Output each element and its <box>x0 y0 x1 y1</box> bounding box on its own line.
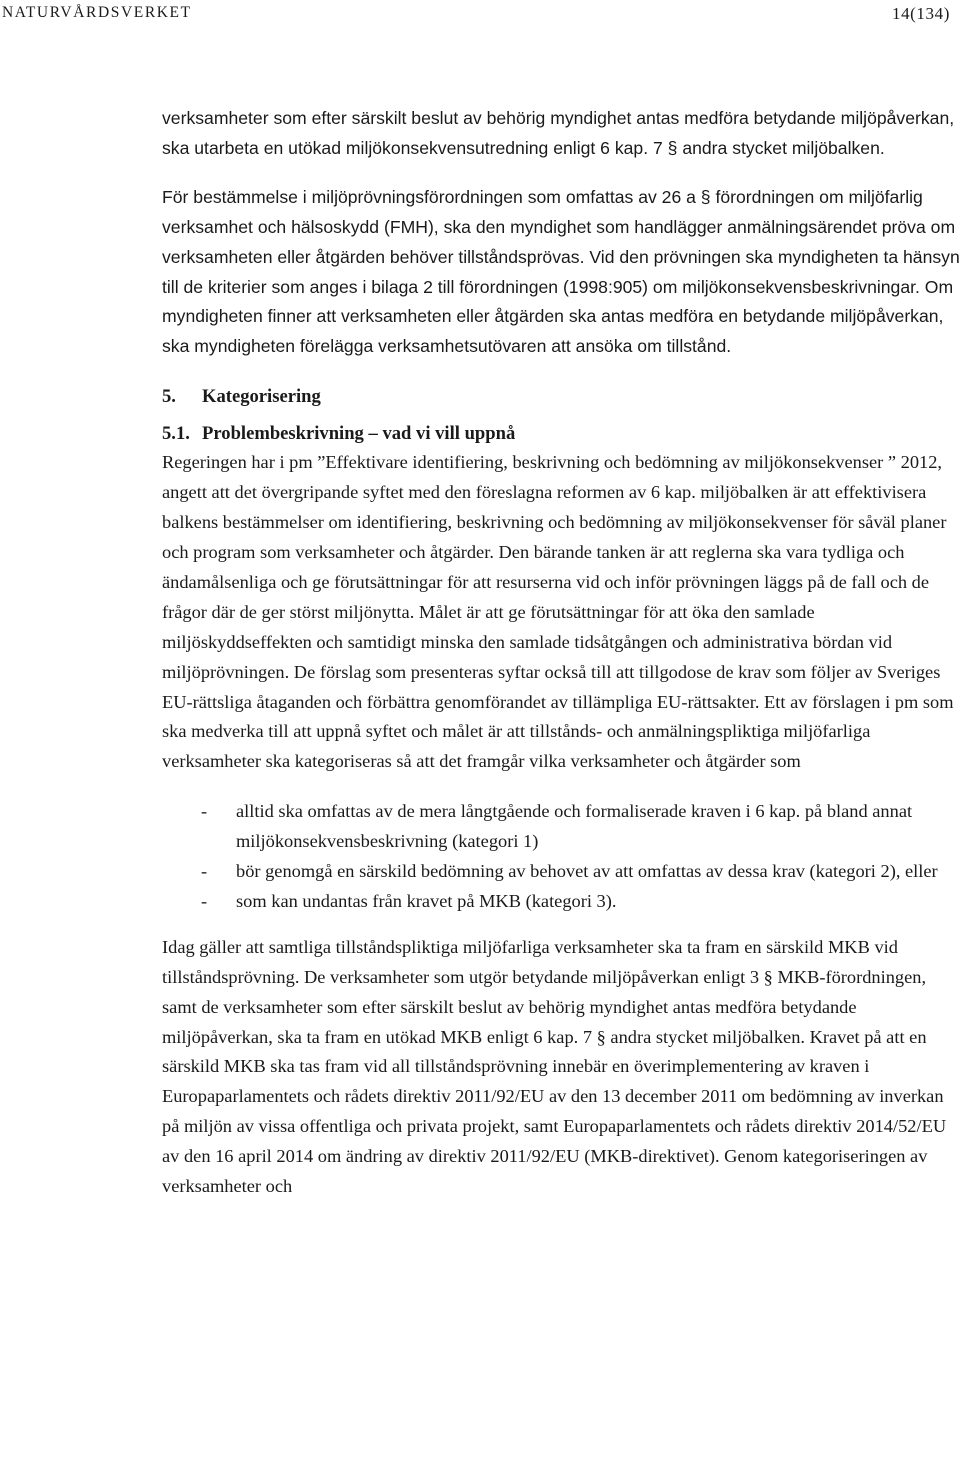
list-item-text: bör genomgå en särskild bedömning av behovet av att omfattas av dessa krav (kategori 2), eller <box>236 861 938 882</box>
document-body <box>162 104 960 1202</box>
subsection-title: Problembeskrivning – vad vi vill uppnå <box>202 423 516 445</box>
category-list <box>162 797 960 917</box>
list-item-text: alltid ska omfattas av de mera långtgående och formaliserade kraven i 6 kap. på bland annat miljökonsekvensbeskrivning (kategori 1) <box>236 801 913 852</box>
paragraph-fmh-sentence-3: Om myndigheten finner att verksamheten eller åtgärden ska antas medföra en betydande miljöpåverkan, ska myndigheten förelägga verksamhetsutövaren att ansöka om tillstånd. <box>162 276 954 357</box>
paragraph-fmh-sentence-2: Vid den prövningen ska myndigheten ta hänsyn till de kriterier som anges i bilaga 2 till förordningen (1998:905) om miljökonsekvensbeskrivningar. <box>162 246 960 297</box>
paragraph-fmh-sentence-1: För bestämmelse i miljöprövningsförordningen som omfattas av 26 a § förordningen om miljöfarlig verksamhet och hälsoskydd (FMH), ska den myndighet som handlägger anmälningsärendet pröva om verksamheten eller åtgärden behöver tillståndsprövas. <box>162 186 956 267</box>
list-dash: - <box>201 861 208 882</box>
list-item <box>162 797 960 857</box>
list-item <box>162 857 960 887</box>
section-title: Kategorisering <box>202 386 321 408</box>
organization-name: NATURVÅRDSVERKET <box>2 4 192 21</box>
section-heading-5 <box>162 382 960 411</box>
page-header <box>0 4 960 26</box>
list-dash: - <box>201 890 208 911</box>
paragraph-fmh-assessment <box>162 183 960 362</box>
list-dash: - <box>201 801 208 822</box>
paragraph-problem-description: Regeringen har i pm ”Effektivare identifiering, beskrivning och bedömning av miljökonsekvenser ” 2012, angett att det övergripande syftet med den föreslagna reformen av 6 kap. miljöbalken är att effektivisera balkens bestämmelser om identifiering, beskrivning och bedömning av miljökonsekvenser för såväl planer och program som verksamheter och åtgärder. Den bärande tanken är att reglerna ska vara tydliga och ändamålsenliga och ge förutsättningar för att resurserna vid och inför prövningen läggs på de fall och de frågor där de ger störst miljönytta. Målet är att ge förutsättningar för att öka den samlade miljöskyddseffekten och samtidigt minska den samlade tidsåtgången och administrativa bördan vid miljöprövningen. De förslag som presenteras syftar också till att tillgodose de krav som följer av Sveriges EU-rättsliga åtaganden och förbättra genomförandet av tillämpliga EU-rättsakter. Ett av förslagen i pm som ska medverka till att uppnå syftet och målet är att tillstånds- och anmälningspliktiga miljöfarliga verksamheter ska kategoriseras så att det framgår vilka verksamheter och åtgärder som <box>162 452 954 772</box>
section-heading-5-1 <box>162 419 960 448</box>
paragraph-continuation: verksamheter som efter särskilt beslut av behörig myndighet antas medföra betydande miljöpåverkan, ska utarbeta en utökad miljökonsekvensutredning enligt 6 kap. 7 § andra stycket miljöbalken. <box>162 108 955 158</box>
page-number: 14(134) <box>891 4 950 23</box>
list-item-text: som kan undantas från kravet på MKB (kategori 3). <box>236 890 617 911</box>
section-number: 5. <box>162 386 176 408</box>
subsection-number: 5.1. <box>162 423 190 445</box>
list-item <box>162 887 960 917</box>
paragraph-current-requirements: Idag gäller att samtliga tillståndspliktiga miljöfarliga verksamheter ska ta fram en särskild MKB vid tillståndsprövning. De verksamheter som utgör betydande miljöpåverkan enligt 3 § MKB-förordningen, samt de verksamheter som efter särskilt beslut av behörig myndighet antas medföra betydande miljöpåverkan, ska ta fram en utökad MKB enligt 6 kap. 7 § andra stycket miljöbalken. Kravet på att en särskild MKB ska tas fram vid all tillståndsprövning innebär en överimplementering av kraven i Europaparlamentets och rådets direktiv 2011/92/EU av den 13 december 2011 om bedömning av inverkan på miljön av vissa offentliga och privata projekt, samt Europaparlamentets och rådets direktiv 2014/52/EU av den 16 april 2014 om ändring av direktiv 2011/92/EU (MKB-direktivet). Genom kategoriseringen av verksamheter och <box>162 936 947 1197</box>
